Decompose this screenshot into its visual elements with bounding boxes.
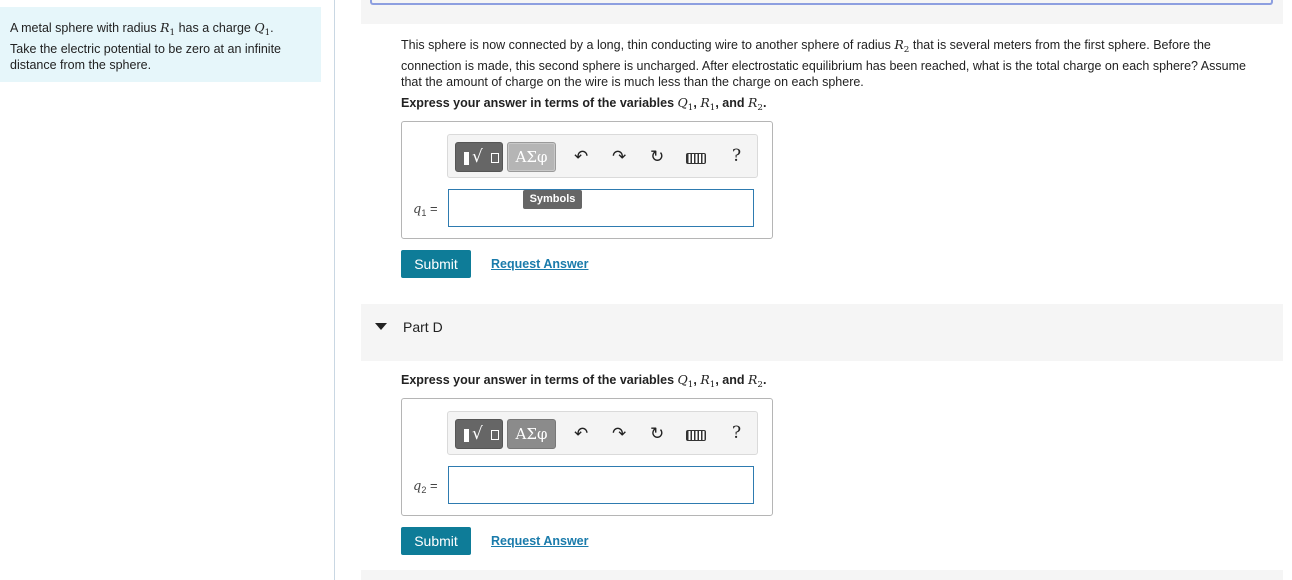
keyboard-icon[interactable] [686,153,706,164]
part-d-title: Part D [403,319,443,335]
intro-line-2: Take the electric potential to be zero at an infinite [10,42,281,56]
symbols-icon[interactable]: ΑΣφ [507,142,556,172]
submit-button-part-c[interactable]: Submit [401,250,471,278]
q1-label: $q_1$ = [413,201,438,218]
reset-icon[interactable]: ↻ [650,424,665,443]
symbols-tooltip: Symbols [523,190,582,209]
templates-icon[interactable]: √ [455,142,503,172]
q2-label: $q_2$ = [413,478,438,495]
previous-part-box [370,0,1273,5]
redo-icon[interactable]: ↷ [612,424,627,443]
intro-line-1: A metal sphere with radius $R_1$ has a charge $Q_1$. [10,20,274,38]
express-instruction: Express your answer in terms of the variables $Q_1$, $R_1$, and $R_2$. [401,95,767,113]
math-toolbar [447,411,758,455]
redo-icon[interactable]: ↷ [612,147,627,166]
request-answer-link-part-c[interactable]: Request Answer [491,257,589,271]
left-panel [0,0,335,580]
q1-input[interactable] [448,189,754,227]
help-icon[interactable]: ? [732,423,742,443]
q2-input[interactable] [448,466,754,504]
symbols-icon[interactable]: ΑΣφ [507,419,556,449]
answer-box-part-d [401,398,773,516]
express-instruction-part-d: Express your answer in terms of the variables $Q_1$, $R_1$, and $R_2$. [401,372,767,390]
undo-icon[interactable]: ↶ [574,424,589,443]
reset-icon[interactable]: ↻ [650,147,665,166]
templates-icon[interactable]: √ [455,419,503,449]
collapse-triangle-icon[interactable] [375,323,387,330]
request-answer-link-part-d[interactable]: Request Answer [491,534,589,548]
math-toolbar [447,134,758,178]
keyboard-icon[interactable] [686,430,706,441]
submit-button-part-d[interactable]: Submit [401,527,471,555]
var-R1: $R_1$ [160,20,176,38]
answer-box-part-c [401,121,773,239]
part-d-header[interactable] [361,304,1283,361]
undo-icon[interactable]: ↶ [574,147,589,166]
intro-line-3: distance from the sphere. [10,58,152,72]
next-part-strip [361,570,1283,580]
question-text: This sphere is now connected by a long, thin conducting wire to another sphere of radius $R_2$ that is several meters from the first sphere. Before the connection is made, this second sphere is uncharged. After electrostatic equilibrium has been reached, what is the total charge on each sphere? Assume that the amount of charge on the wire is much less than the charge on each sphere. [401,37,1246,89]
problem-intro [0,7,321,82]
help-icon[interactable]: ? [732,146,742,166]
var-Q1: $Q_1$ [254,20,271,38]
